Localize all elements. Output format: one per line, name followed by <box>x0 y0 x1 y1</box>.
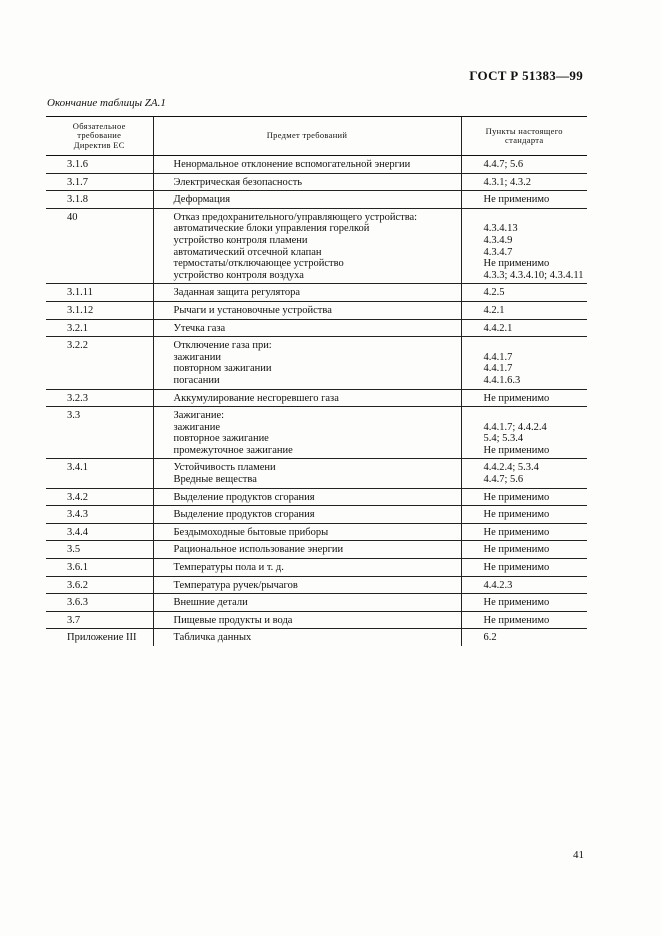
subject-line: повторное зажигание <box>173 433 269 445</box>
subject-line: Температуры пола и т. д. <box>173 562 284 574</box>
cell-subject <box>153 559 461 577</box>
header-line: требование <box>77 130 122 141</box>
subject-line: термостаты/отключающее устройство <box>173 258 344 270</box>
requirement-item-text: 3.5 <box>67 544 81 556</box>
clause-line: Не применимо <box>483 392 550 404</box>
header-line: Директив ЕС <box>73 139 125 150</box>
document-standard-number: ГОСТ Р 51383—99 <box>469 68 583 83</box>
clause-line <box>484 410 584 422</box>
clause-line: 5.4; 5.3.4 <box>483 433 524 445</box>
requirement-item-text: 40 <box>67 211 78 223</box>
cell-requirement-item <box>46 191 153 209</box>
table-row <box>46 208 587 284</box>
requirement-item-text: 3.4.4 <box>67 526 88 538</box>
requirement-item-text: 3.4.1 <box>67 462 88 474</box>
subject-line: автоматические блоки управления горелкой <box>173 223 370 235</box>
subject-line: Аккумулирование несгоревшего газа <box>173 392 339 404</box>
table-row <box>46 156 587 174</box>
requirement-item-text: 3.6.2 <box>67 579 88 591</box>
clause-line: 4.3.4.9 <box>483 234 513 246</box>
cell-requirement-item <box>46 576 153 594</box>
header-subject <box>153 117 461 156</box>
cell-subject <box>153 594 461 612</box>
table-row <box>46 284 587 302</box>
table-row <box>46 389 587 407</box>
clause-line: 4.3.1; 4.3.2 <box>483 176 532 188</box>
requirement-item-text: 3.6.3 <box>67 597 88 609</box>
subject-line: автоматический отсечной клапан <box>173 246 322 258</box>
table-row <box>46 541 587 559</box>
cell-requirement-item <box>46 173 153 191</box>
clause-line: 4.3.3; 4.3.4.10; 4.3.4.11 <box>483 269 584 281</box>
table-caption: Окончание таблицы ZA.1 <box>47 97 166 109</box>
clause-line: 4.4.2.3 <box>483 579 513 591</box>
cell-subject <box>153 208 461 284</box>
requirement-item-text: 3.1.7 <box>67 176 88 188</box>
clause-line: 4.3.4.13 <box>483 223 518 235</box>
table-body <box>46 156 587 647</box>
cell-requirement-item <box>46 156 153 174</box>
cell-subject <box>153 541 461 559</box>
cell-subject <box>153 337 461 389</box>
cell-clauses <box>461 173 587 191</box>
cell-subject <box>153 459 461 488</box>
cell-clauses <box>461 284 587 302</box>
cell-clauses <box>461 594 587 612</box>
table-row <box>46 523 587 541</box>
subject-line: Устойчивость пламени <box>173 462 276 474</box>
cell-clauses <box>461 629 587 646</box>
clause-line <box>484 212 584 224</box>
subject-line: Деформация <box>173 194 231 206</box>
clause-line: 4.3.4.7 <box>483 246 513 258</box>
subject-line: Зажигание: <box>173 410 225 422</box>
table-row <box>46 407 587 459</box>
cell-requirement-item <box>46 541 153 559</box>
requirements-table <box>46 116 587 646</box>
table-row <box>46 594 587 612</box>
subject-line: устройство контроля пламени <box>173 234 308 246</box>
cell-subject <box>153 284 461 302</box>
clause-line: 4.4.1.6.3 <box>483 374 521 386</box>
requirement-item-text: 3.2.1 <box>67 322 88 334</box>
clause-line: 4.4.1.7; 4.4.2.4 <box>483 421 547 433</box>
clause-line: Не применимо <box>483 562 550 574</box>
cell-subject <box>153 301 461 319</box>
subject-line: промежуточное зажигание <box>173 444 293 456</box>
clause-line: 4.4.7; 5.6 <box>483 159 524 170</box>
table-row <box>46 488 587 506</box>
cell-subject <box>153 173 461 191</box>
subject-line: Отключение газа при: <box>173 340 272 352</box>
header-directive-requirement <box>46 117 153 156</box>
cell-requirement-item <box>46 523 153 541</box>
table-row <box>46 576 587 594</box>
table-row <box>46 611 587 629</box>
clause-line: 4.2.5 <box>483 287 505 299</box>
cell-requirement-item <box>46 488 153 506</box>
cell-clauses <box>461 541 587 559</box>
clause-line: 4.4.2.4; 5.3.4 <box>483 462 539 474</box>
clause-line: 6.2 <box>483 632 497 644</box>
cell-subject <box>153 319 461 337</box>
requirement-item-text: 3.1.11 <box>67 287 93 299</box>
cell-subject <box>153 407 461 459</box>
cell-subject <box>153 629 461 646</box>
subject-line: Выделение продуктов сгорания <box>173 509 315 521</box>
requirement-item-text: 3.2.2 <box>67 340 88 352</box>
subject-line: Отказ предохранительного/управляющего устройства: <box>173 211 418 223</box>
requirement-item-text: 3.3 <box>67 410 81 422</box>
clause-line: 4.2.1 <box>483 304 505 316</box>
header-line: стандарта <box>505 135 544 145</box>
cell-clauses <box>461 488 587 506</box>
clause-line: Не применимо <box>483 544 550 556</box>
requirement-item-text: 3.2.3 <box>67 392 88 404</box>
cell-subject <box>153 488 461 506</box>
cell-clauses <box>461 506 587 524</box>
subject-line: Ненормальное отклонение вспомогательной энергии <box>173 159 411 170</box>
subject-line: Вредные вещества <box>173 474 257 486</box>
subject-line: Утечка газа <box>173 322 226 334</box>
requirement-item-text: 3.7 <box>67 614 81 626</box>
requirement-item-text: 3.1.12 <box>67 304 94 316</box>
cell-clauses <box>461 407 587 459</box>
clause-line: Не применимо <box>483 509 550 521</box>
table-row <box>46 459 587 488</box>
clause-line: Не применимо <box>483 614 550 626</box>
table-row <box>46 173 587 191</box>
requirement-item-text: Приложение III <box>67 632 137 644</box>
clause-line: Не применимо <box>483 194 550 206</box>
clause-line: 4.4.2.1 <box>483 322 513 334</box>
cell-requirement-item <box>46 337 153 389</box>
table-row <box>46 629 587 646</box>
subject-line: повторном зажигании <box>173 363 272 375</box>
cell-clauses <box>461 191 587 209</box>
table-row <box>46 559 587 577</box>
clause-line: 4.4.1.7 <box>483 351 513 363</box>
clause-line: Не применимо <box>483 597 550 609</box>
clause-line: Не применимо <box>483 491 550 503</box>
requirement-item-text: 3.4.3 <box>67 509 88 521</box>
cell-requirement-item <box>46 208 153 284</box>
subject-line: погасании <box>173 374 220 386</box>
subject-line: Заданная защита регулятора <box>173 287 300 299</box>
cell-requirement-item <box>46 389 153 407</box>
cell-requirement-item <box>46 319 153 337</box>
cell-requirement-item <box>46 594 153 612</box>
cell-requirement-item <box>46 301 153 319</box>
cell-clauses <box>461 319 587 337</box>
cell-clauses <box>461 576 587 594</box>
table-row <box>46 301 587 319</box>
table-row <box>46 337 587 389</box>
clause-line <box>484 340 584 352</box>
cell-clauses <box>461 389 587 407</box>
clause-line: 4.4.1.7 <box>483 363 513 375</box>
subject-line: Рычаги и установочные устройства <box>173 304 332 316</box>
header-line: Предмет требований <box>266 130 348 141</box>
subject-line: Температура ручек/рычагов <box>173 579 298 591</box>
cell-subject <box>153 523 461 541</box>
subject-line: зажигании <box>173 351 222 363</box>
cell-clauses <box>461 523 587 541</box>
cell-clauses <box>461 611 587 629</box>
requirement-item-text: 3.6.1 <box>67 562 88 574</box>
header-line: Обязательное <box>72 120 126 131</box>
requirement-item-text: 3.4.2 <box>67 491 88 503</box>
subject-line: Электрическая безопасность <box>173 176 303 188</box>
cell-subject <box>153 611 461 629</box>
cell-subject <box>153 576 461 594</box>
clause-line: Не применимо <box>483 526 550 538</box>
cell-requirement-item <box>46 629 153 646</box>
subject-line: зажигание <box>173 421 221 433</box>
subject-line: Внешние детали <box>173 597 248 609</box>
requirement-item-text: 3.1.6 <box>67 159 88 170</box>
table-row <box>46 506 587 524</box>
cell-requirement-item <box>46 559 153 577</box>
cell-subject <box>153 389 461 407</box>
cell-subject <box>153 191 461 209</box>
cell-clauses <box>461 301 587 319</box>
cell-requirement-item <box>46 459 153 488</box>
subject-line: устройство контроля воздуха <box>173 269 304 281</box>
cell-subject <box>153 156 461 174</box>
clause-line: Не применимо <box>483 444 550 456</box>
subject-line: Рациональное использование энергии <box>173 544 344 556</box>
cell-clauses <box>461 459 587 488</box>
cell-requirement-item <box>46 284 153 302</box>
cell-requirement-item <box>46 506 153 524</box>
clause-line: Не применимо <box>483 258 550 270</box>
requirement-item-text: 3.1.8 <box>67 194 88 206</box>
cell-clauses <box>461 156 587 174</box>
cell-subject <box>153 506 461 524</box>
table-row <box>46 319 587 337</box>
subject-line: Пищевые продукты и вода <box>173 614 293 626</box>
header-line: Пункты настоящего <box>485 125 563 136</box>
header-clauses <box>461 117 587 156</box>
cell-clauses <box>461 337 587 389</box>
subject-line: Выделение продуктов сгорания <box>173 491 315 503</box>
clause-line: 4.4.7; 5.6 <box>483 474 524 486</box>
table-row <box>46 191 587 209</box>
cell-clauses <box>461 559 587 577</box>
subject-line: Бездымоходные бытовые приборы <box>173 526 329 538</box>
cell-clauses <box>461 208 587 284</box>
cell-requirement-item <box>46 407 153 459</box>
subject-line: Табличка данных <box>173 632 252 644</box>
page-number: 41 <box>573 849 584 861</box>
cell-requirement-item <box>46 611 153 629</box>
table-header-row <box>46 117 587 156</box>
